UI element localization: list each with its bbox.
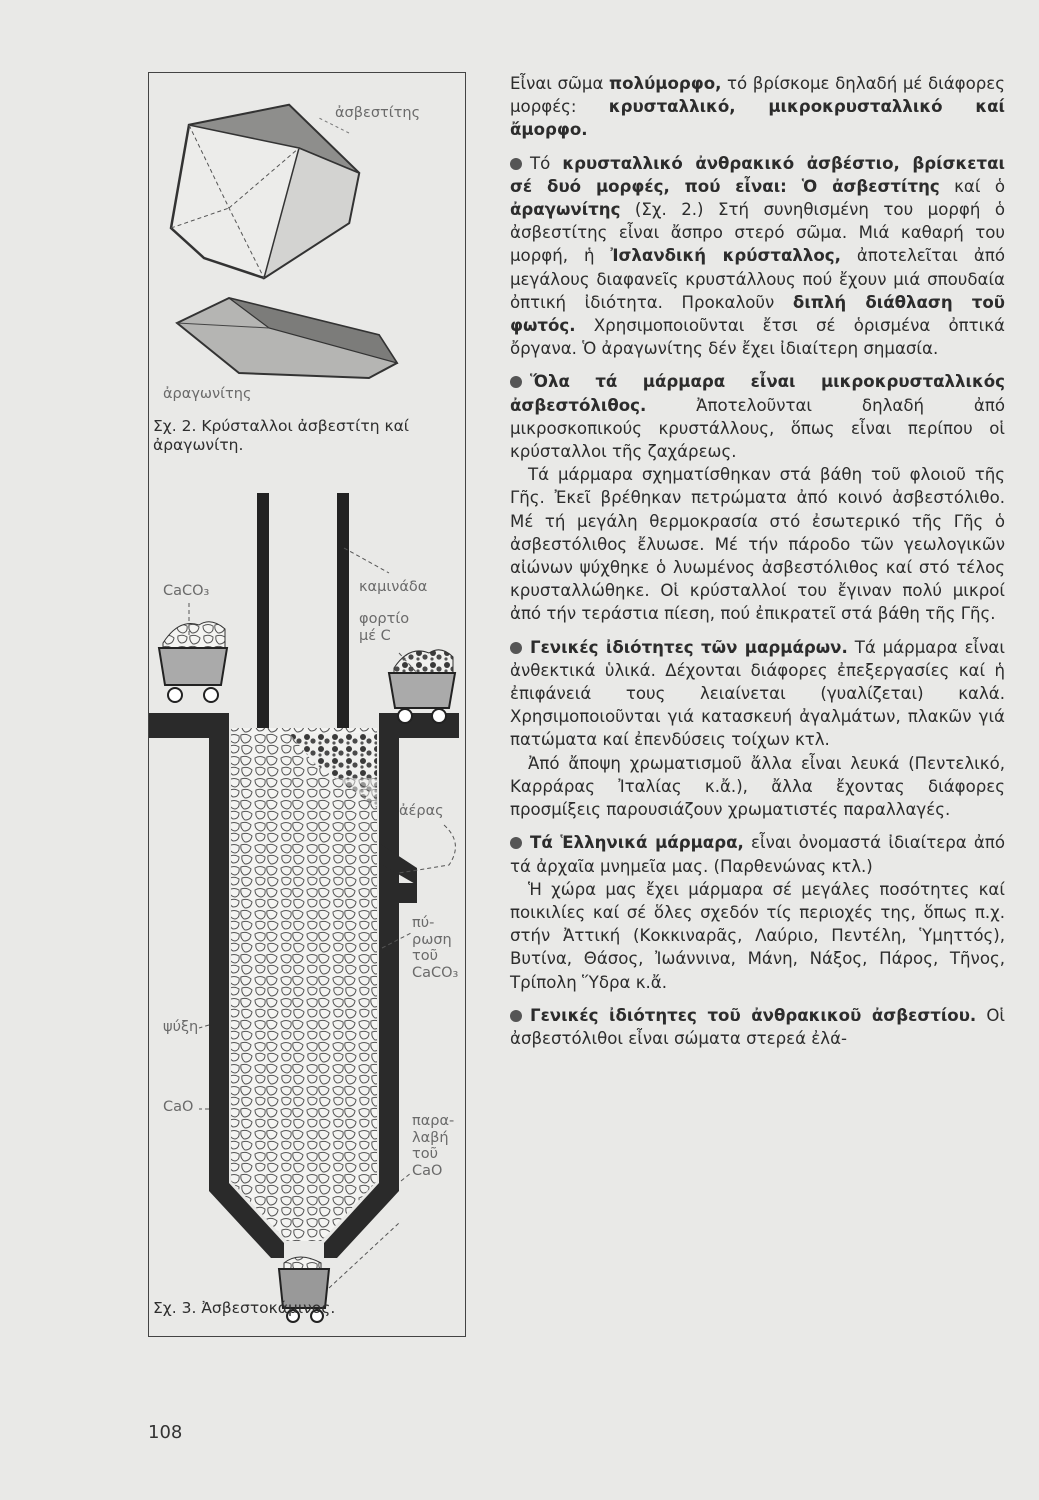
bullet-icon bbox=[510, 158, 522, 170]
label-caco3: CaCO₃ bbox=[163, 583, 210, 599]
bullet-icon bbox=[510, 837, 522, 849]
label-aragonite: ἀραγωνίτης bbox=[163, 386, 252, 402]
calcite-crystal bbox=[171, 105, 359, 278]
paragraph-4: Τά μάρμαρα σχηματίσθηκαν στά βάθη τοῦ φλοιοῦ τῆς Γῆς. Ἐκεῖ βρέθηκαν πετρώματα ἀπό κοινό ἀσβεστόλιθο. Μέ τή μεγάλη θερμοκρασία στό ἐσωτερικό τῆς Γῆς ὁ ἀσβεστόλιθος ἔλυωσε. Μέ τήν πάροδο τῶν γεωλογικῶν αἰώνων ψύχθηκε ὁ λυωμένος ἀσβεστόλιθος καί στό τέλος κρυσταλλώθηκε. Οἱ κρύσταλλοί του ἔγιναν πολύ μικροί ἀπό τήν τεράστια πίεση, πού ἐπικρατεῖ στά βάθη τῆς Γῆς. bbox=[510, 465, 1005, 624]
paragraph-1: Εἶναι σῶμα πολύμορφο, τό βρίσκομε δηλαδή μέ διάφορες μορφές: κρυσταλλικό, μικροκρυσταλλικό καί ἄμορφο. bbox=[510, 74, 1005, 140]
caption-fig3: Σχ. 3. Ἀσβεστοκάμινος. bbox=[153, 1299, 336, 1317]
paragraph-3: Ὅλα τά μάρμαρα εἶναι μικροκρυσταλλικός ἀσβεστόλιθος. Ἀποτελοῦνται δηλαδή ἀπό μικροσκοπικούς κρυστάλλους, ὅπως εἶναι περίπου οἱ κρύσταλλοι τῆς ζαχάρεως. bbox=[510, 372, 1005, 462]
paragraph-8: Ἡ χώρα μας ἔχει μάρμαρα σέ μεγάλες ποσότητες καί ποικιλίες καί σέ ὅλες σχεδόν τίς περιοχές της, ὅπως π.χ. στήν Ἀττική (Κοκκιναρᾶς, Λαύριο, Πεντέλη, Ὑμηττός), Βυτίνα, Θάσος, Ἰωάννινα, Μάνη, Νάξος, Πάρος, Τῆνος, Τρίπολη Ὕδρα κ.ἄ. bbox=[510, 879, 1005, 992]
label-cooling: ψύξη bbox=[163, 1019, 199, 1035]
bullet-icon bbox=[510, 1010, 522, 1022]
page-number: 108 bbox=[148, 1422, 183, 1443]
aragonite-crystal bbox=[177, 298, 397, 378]
left-cart bbox=[159, 622, 227, 702]
figure-panel bbox=[148, 72, 466, 1337]
label-collection: παρα- λαβή τοῦ CaO bbox=[412, 1113, 455, 1180]
label-cao: CaO bbox=[163, 1099, 194, 1115]
caption-fig2: Σχ. 2. Κρύσταλλοι ἀσβεστίτη καί ἀραγωνίτη. bbox=[153, 417, 410, 455]
paragraph-5: Γενικές ἰδιότητες τῶν μαρμάρων. Τά μάρμαρα εἶναι ἀνθεκτικά ὑλικά. Δέχονται διάφορες ἐπεξεργασίες καί ἡ ἐπιφάνειά τους λειαίνεται (γυαλίζεται) καλά. Χρησιμοποιοῦνται γιά κατασκευή ἀγαλμάτων, πλακῶν γιά πατώματα καί ἐπενδύσεις τοίχων κτλ. bbox=[510, 637, 1005, 750]
body-text bbox=[510, 72, 1005, 1050]
label-calcite: ἀσβεστίτης bbox=[335, 105, 421, 121]
label-charge: φορτίο μέ C bbox=[359, 611, 410, 644]
right-cart bbox=[389, 650, 455, 723]
bullet-icon bbox=[510, 642, 522, 654]
paragraph-6: Ἀπό ἄποψη χρωματισμοῦ ἄλλα εἶναι λευκά (Πεντελικό, Καρράρας Ἰταλίας κ.ἄ.), ἄλλα ἔχοντας διάφορες προσμίξεις παρουσιάζουν χρωματιστές παραλλαγές. bbox=[510, 753, 1005, 820]
label-air: ἀέρας bbox=[399, 803, 444, 819]
paragraph-7: Τά Ἑλληνικά μάρμαρα, εἶναι ὀνομαστά ἰδιαίτερα ἀπό τά ἀρχαῖα μνημεῖα μας. (Παρθενώνας κτλ.) bbox=[510, 833, 1005, 876]
bullet-icon bbox=[510, 376, 522, 388]
paragraph-2: Τό κρυσταλλικό ἀνθρακικό ἀσβέστιο, βρίσκεται σέ δυό μορφές, πού εἶναι: Ὁ ἀσβεστίτης καί ὁ ἀραγωνίτης (Σχ. 2.) Στή συνηθισμένη του μορφή ὁ ἀσβεστίτης εἶναι ἄσπρο στερό σῶμα. Μιά καθαρή του μορφή, ἡ Ἰσλανδική κρύσταλλος, ἀποτελεῖται ἀπό μεγάλους διαφανεῖς κρυστάλλους πού ἔχουν μιά σπουδαία ὀπτική ἰδιότητα. Προκαλοῦν διπλή διάθλαση τοῦ φωτός. Χρησιμοποιοῦνται ἔτσι σέ ὁρισμένα ὀπτικά ὄργανα. Ὁ ἀραγωνίτης δέν ἔχει ἰδιαίτερη σημασία. bbox=[510, 153, 1005, 359]
paragraph-9: Γενικές ἰδιότητες τοῦ ἀνθρακικοῦ ἀσβεστίου. Οἱ ἀσβεστόλιθοι εἶναι σώματα στερεά ἐλά- bbox=[510, 1005, 1005, 1048]
label-heating: πύ- ρωση τοῦ CaCO₃ bbox=[412, 915, 459, 982]
label-chimney: καμινάδα bbox=[359, 579, 428, 595]
